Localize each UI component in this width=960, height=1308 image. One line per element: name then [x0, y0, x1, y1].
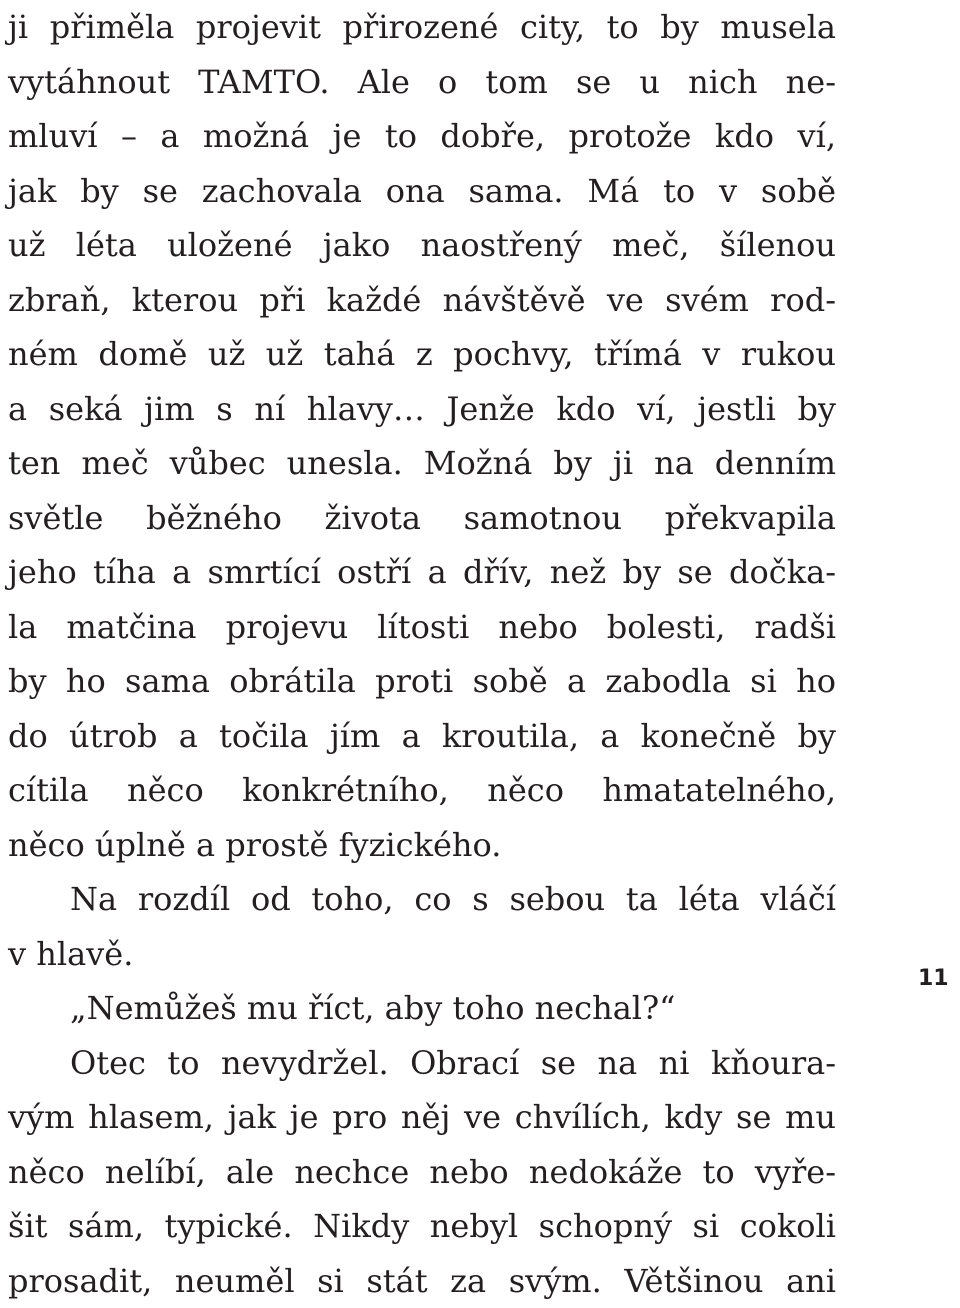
- text-line: Otec to nevydržel. Obrací se na ni kňoura-: [8, 1036, 836, 1091]
- text-line: vytáhnout TAMTO. Ale o tom se u nich ne-: [8, 55, 836, 110]
- text-line: a seká jim s ní hlavy… Jenže kdo ví, jestli by: [8, 382, 836, 437]
- text-line: něco úplně a prostě fyzického.: [8, 818, 836, 873]
- text-line: zbraň, kterou při každé návštěvě ve svém rod-: [8, 273, 836, 328]
- text-line: „Nemůžeš mu říct, aby toho nechal?“: [8, 981, 836, 1036]
- text-line: ném domě už už tahá z pochvy, třímá v rukou: [8, 327, 836, 382]
- text-line: Na rozdíl od toho, co s sebou ta léta vláčí: [8, 872, 836, 927]
- text-line: jak by se zachovala ona sama. Má to v sobě: [8, 164, 836, 219]
- body-text: [8, 0, 836, 1308]
- text-line: ji přiměla projevit přirozené city, to by musela: [8, 0, 836, 55]
- page-number: 11: [918, 966, 949, 991]
- text-line: by ho sama obrátila proti sobě a zabodla si ho: [8, 654, 836, 709]
- text-line: jeho tíha a smrtící ostří a dřív, než by se dočka-: [8, 545, 836, 600]
- text-line: vým hlasem, jak je pro něj ve chvílích, kdy se mu: [8, 1090, 836, 1145]
- text-line: prosadit, neuměl si stát za svým. Většinou ani: [8, 1254, 836, 1308]
- text-line: světle běžného života samotnou překvapila: [8, 491, 836, 546]
- text-line: už léta uložené jako naostřený meč, šílenou: [8, 218, 836, 273]
- text-line: la matčina projevu lítosti nebo bolesti, radši: [8, 600, 836, 655]
- text-line: mluví – a možná je to dobře, protože kdo ví,: [8, 109, 836, 164]
- text-line: něco nelíbí, ale nechce nebo nedokáže to vyře-: [8, 1145, 836, 1200]
- text-line: cítila něco konkrétního, něco hmatatelného,: [8, 763, 836, 818]
- text-line: ten meč vůbec unesla. Možná by ji na denním: [8, 436, 836, 491]
- text-line: do útrob a točila jím a kroutila, a konečně by: [8, 709, 836, 764]
- text-line: šit sám, typické. Nikdy nebyl schopný si cokoli: [8, 1199, 836, 1254]
- text-line: v hlavě.: [8, 927, 836, 982]
